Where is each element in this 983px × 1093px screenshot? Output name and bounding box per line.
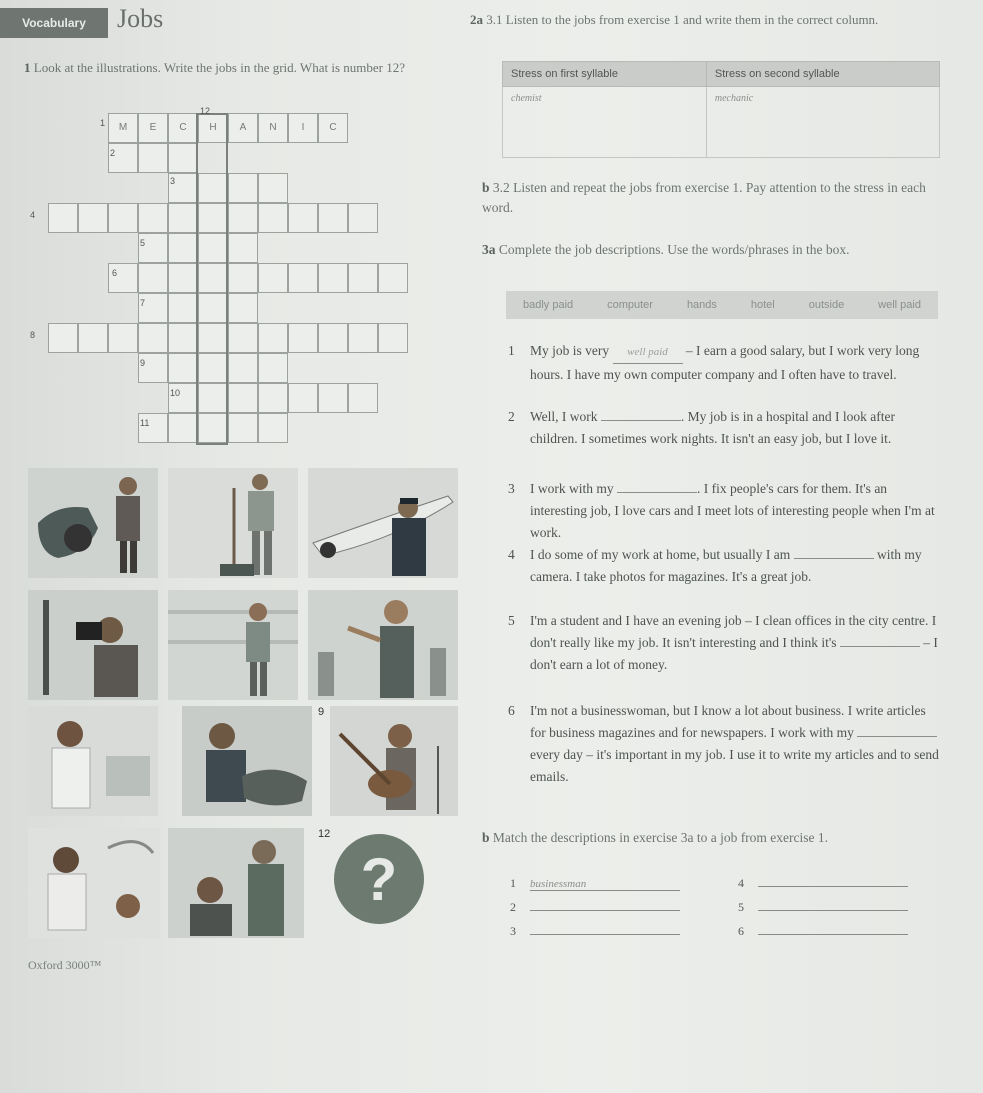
item-text-before: I work with my [530,481,614,496]
word-box-item: outside [808,299,845,311]
item-text-after: every day – it's important in my job. I use it to write my articles and to send emails. [530,747,939,784]
stress-second-header: Stress on second syllable [706,62,939,87]
crossword-letter: C [329,122,337,133]
description-item-4 [508,544,940,610]
crossword-cell[interactable] [258,323,288,353]
crossword-cell[interactable] [78,323,108,353]
match-row-5 [738,900,908,915]
stress-first-header: Stress on first syllable [503,62,707,87]
crossword-cell[interactable] [138,143,168,173]
illustration-3-pilot [308,468,458,578]
match-row-4 [738,876,908,891]
crossword-cell[interactable] [228,383,258,413]
ex1-instruction-text: Look at the illustrations. Write the jobs in the grid. What is number 12? [33,60,405,75]
match-number: 1 [510,876,516,890]
illustration-9-guitarist [330,706,458,816]
crossword-mystery-column [196,113,228,445]
match-answer-3[interactable] [530,934,680,935]
crossword-cell[interactable] [348,263,378,293]
crossword-number: 10 [170,388,181,398]
match-number: 3 [510,924,516,938]
item-number: 3 [508,481,515,496]
ex3b-instruction-text: Match the descriptions in exercise 3a to a job from exercise 1. [492,830,829,845]
crossword-cell[interactable] [318,203,348,233]
crossword-number: 9 [140,358,146,368]
item-text-after: with my camera. I take photos for magazines. It's a great job. [530,547,922,584]
item-text-after: – I earn a good salary, but I work very long hours. I have my own computer company and I often have to travel. [530,343,920,382]
ex2b-instruction-text: 3.2 Listen and repeat the jobs from exercise 1. Pay attention to the stress in each word. [482,180,926,215]
match-number: 6 [738,924,744,938]
match-row-3 [510,924,680,939]
item-number: 6 [508,703,515,718]
item-text-before: I'm not a businesswoman, but I know a lot about business. I write articles for business magazines and for newspapers. I work with my [530,703,926,740]
crossword-number: 3 [170,176,176,186]
crossword-cell[interactable] [168,353,198,383]
picture-11-icon [168,828,304,938]
illustration-10-woman-writing [28,828,160,938]
mystery-job-question-icon: ? [334,834,424,924]
item-number: 4 [508,547,515,562]
item-number: 1 [508,343,515,358]
crossword-cell[interactable] [348,323,378,353]
illustration-2-cleaner [168,468,298,578]
match-number: 5 [738,900,744,914]
crossword-cell[interactable] [348,383,378,413]
crossword-cell[interactable] [48,203,78,233]
match-row-1 [510,876,680,891]
crossword-cell[interactable] [258,353,288,383]
crossword-cell[interactable] [228,353,258,383]
item-number: 2 [508,409,515,424]
crossword-cell[interactable] [168,203,198,233]
illustration-1-woman-car [28,468,158,578]
crossword-cell[interactable] [168,293,198,323]
stress-first-cell[interactable] [503,87,707,158]
item-text-before: My job is very [530,343,610,358]
crossword-cell[interactable] [258,203,288,233]
crossword-cell[interactable] [228,203,258,233]
ex1-number: 1 [24,60,34,75]
picture-number: 9 [318,706,325,718]
picture-10-icon [28,828,160,938]
match-number: 4 [738,876,744,890]
crossword-cell[interactable] [318,383,348,413]
answer-gap-1[interactable]: well paid [613,341,683,364]
ex1-instruction [24,60,474,76]
crossword-cell[interactable] [78,203,108,233]
ex2a-instruction [470,12,950,28]
crossword-cell[interactable] [168,323,198,353]
description-item-3 [508,478,940,544]
crossword-cell[interactable] [228,293,258,323]
illustration-5-woman-office [168,590,298,700]
stress-first-example: chemist [511,93,542,104]
illustration-6-woman-pointing [308,590,458,700]
match-answer-5[interactable] [758,910,908,911]
crossword-cell[interactable] [228,263,258,293]
description-item-5 [508,610,940,700]
stress-table [502,61,940,158]
crossword-cell[interactable] [168,413,198,443]
illustration-7-nurse [28,706,158,816]
ex3b-instruction [482,828,932,848]
crossword-cell[interactable] [258,383,288,413]
crossword-cell[interactable] [138,323,168,353]
illustration-8-mechanic [182,706,312,816]
crossword-grid [0,0,1,1]
crossword-letter: C [179,122,187,133]
crossword-letter: E [149,122,157,133]
word-box-item: hotel [750,299,775,311]
crossword-number: 4 [30,210,36,220]
item-text-before: Well, I work [530,409,598,424]
word-box-item: well paid [878,299,921,311]
crossword-cell[interactable] [168,233,198,263]
crossword-letter: N [269,122,277,133]
crossword-cell[interactable] [288,203,318,233]
word-box-item: hands [686,299,717,311]
crossword-cell[interactable] [288,383,318,413]
crossword-number: 6 [112,268,118,278]
ex2a-number: 2a [470,12,483,27]
match-answer-1[interactable]: businessman [530,878,680,891]
match-answer-4[interactable] [758,886,908,887]
ex3a-instruction [482,240,932,260]
word-box-item: badly paid [522,299,574,311]
match-answer-2[interactable] [530,910,680,911]
crossword-letter: A [239,122,247,133]
oxford-3000-footer: Oxford 3000™ [28,958,102,972]
picture-1-icon [28,468,158,578]
crossword-cell[interactable] [258,173,288,203]
match-row-6 [738,924,908,939]
crossword-cell[interactable] [258,413,288,443]
vocabulary-tab: Vocabulary [0,8,108,38]
crossword-cell[interactable] [168,143,198,173]
answer-gap-5[interactable] [840,646,920,647]
crossword-number: 2 [110,148,116,158]
ex2b-number: b [482,180,490,195]
match-number: 2 [510,900,516,914]
crossword-number: 7 [140,298,146,308]
crossword-cell[interactable] [48,323,78,353]
crossword-cell[interactable] [258,263,288,293]
description-item-2 [508,406,940,480]
crossword-cell[interactable] [318,263,348,293]
illustration-11-dentist [168,828,304,938]
crossword-number: 8 [30,330,36,340]
crossword-cell[interactable] [288,323,318,353]
picture-4-icon [28,590,158,700]
crossword-cell[interactable] [288,263,318,293]
picture-3-icon [308,468,458,578]
crossword-cell[interactable] [138,263,168,293]
crossword-cell[interactable] [108,323,138,353]
ex3a-instruction-text: Complete the job descriptions. Use the words/phrases in the box. [498,242,850,257]
illustration-4-photographer [28,590,158,700]
item-text-after: . I fix people's cars for them. It's an interesting job, I love cars and I meet lots of interesting people when I'm at work. [530,481,935,540]
crossword-cell[interactable] [228,173,258,203]
answer-gap-4[interactable] [794,558,874,559]
page-title: Jobs [117,4,164,33]
answer-gap-3[interactable] [617,492,697,493]
crossword-cell[interactable] [378,323,408,353]
picture-6-icon [308,590,458,700]
word-box [506,291,938,319]
crossword-letter: I [301,122,305,133]
crossword-cell[interactable] [108,203,138,233]
ex2b-instruction [482,178,932,218]
crossword-letter: M [118,122,128,133]
crossword-cell[interactable] [228,233,258,263]
crossword-letter: H [209,122,217,133]
picture-number: 12 [318,828,331,840]
picture-8-icon [182,706,312,816]
crossword-number: 5 [140,238,146,248]
stress-second-cell[interactable] [706,87,939,158]
ex2a-instruction-text: 3.1 Listen to the jobs from exercise 1 and write them in the correct column. [486,12,879,27]
crossword-cell[interactable] [228,413,258,443]
crossword-number: 11 [140,418,150,428]
answer-gap-2[interactable] [601,420,681,421]
picture-9-icon [330,706,458,816]
description-item-1 [508,340,940,406]
crossword-cell[interactable] [138,203,168,233]
item-text-after: – I don't earn a lot of money. [530,635,938,672]
match-row-2 [510,900,680,915]
item-text-before: I do some of my work at home, but usually I am [530,547,791,562]
item-number: 5 [508,613,515,628]
item-text-before: I'm a student and I have an evening job – I clean offices in the city centre. I don't really like my job. It isn't interesting and I think it's [530,613,937,650]
stress-second-example: mechanic [714,93,754,104]
crossword-cell[interactable] [378,263,408,293]
item-text-after: . My job is in a hospital and I look after children. I sometimes work nights. It isn't an easy job, but I love it. [530,409,895,446]
picture-5-icon [168,590,298,700]
picture-2-icon [168,468,298,578]
crossword-cell[interactable] [228,323,258,353]
crossword-cell[interactable] [168,263,198,293]
description-item-6 [508,700,940,810]
picture-7-icon [28,706,158,816]
word-box-item: computer [607,299,653,311]
crossword-number: 12 [200,106,211,116]
match-answer-6[interactable] [758,934,908,935]
ex3b-number: b [482,830,490,845]
answer-gap-6[interactable] [857,736,937,737]
crossword-cell[interactable] [318,323,348,353]
crossword-cell[interactable] [348,203,378,233]
crossword-number: 1 [100,118,106,128]
ex3a-number: 3a [482,242,496,257]
